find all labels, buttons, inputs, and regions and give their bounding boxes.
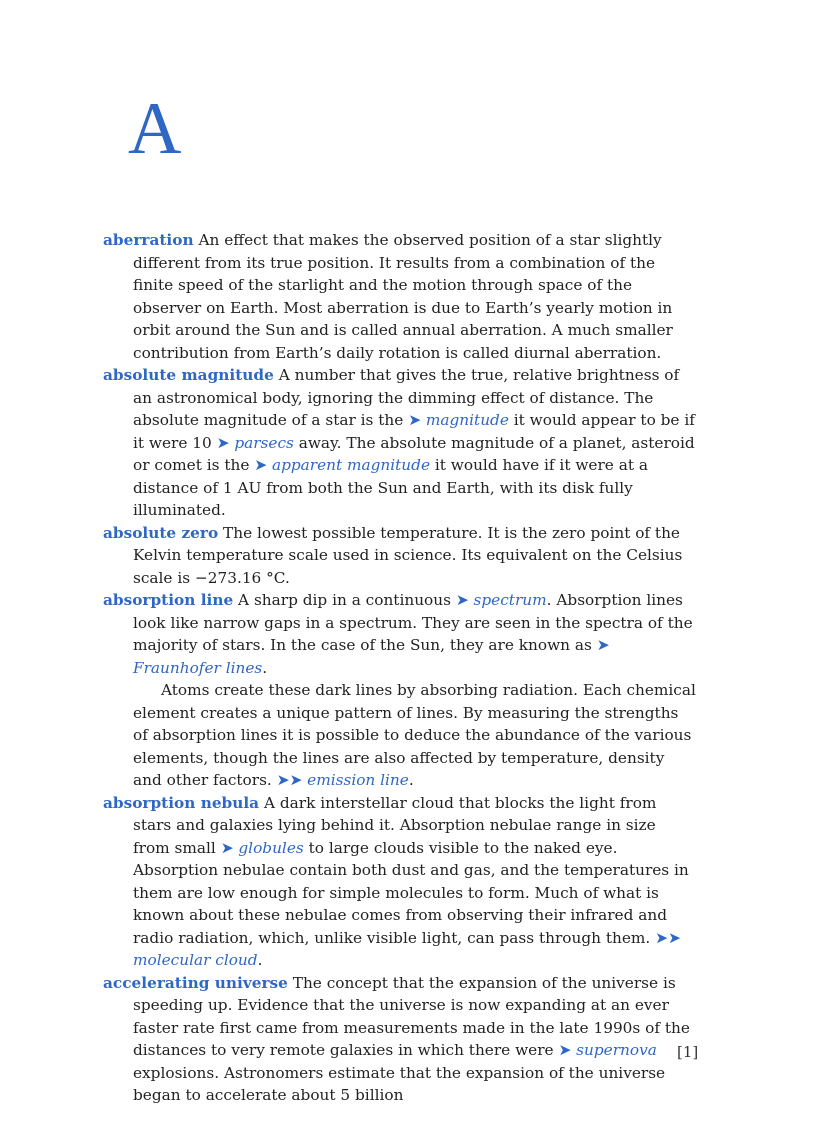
entry-definition: it would have if it were at a distance of 1 AU from both the Sun and Earth, with its disk fully illuminated. — [133, 456, 648, 519]
entry-accelerating-universe — [103, 972, 699, 1107]
cross-reference-link[interactable]: emission line — [307, 771, 409, 789]
entry-term: absolute zero — [103, 523, 219, 542]
entry-definition: . Absorption lines look like narrow gaps in a spectrum. They are seen in the spectra of the majority of stars. In the case of the Sun, they are known as — [133, 591, 693, 654]
entry-term: accelerating universe — [103, 973, 288, 992]
see-also-arrow-icon: ➤➤ — [655, 928, 681, 947]
entry-absolute-magnitude — [103, 364, 696, 522]
cross-reference-link[interactable]: parsecs — [234, 433, 294, 452]
entry-term: absolute magnitude — [103, 366, 274, 384]
entry-definition: . — [262, 658, 268, 677]
entry-definition: The concept that the expansion of the universe is speeding up. Evidence that the universe is now expanding at an ever faster rate first came from measurements made in the late 1990s of the distances to very remote galaxies in which there were — [133, 973, 690, 1059]
entry-term: aberration — [103, 231, 194, 249]
see-also-arrow-icon: ➤➤ — [276, 771, 303, 789]
cross-reference-link[interactable]: globules — [238, 838, 304, 857]
entry-definition: Atoms create these dark lines by absorbing radiation. Each chemical element creates a unique pattern of lines. By measuring the strengths of absorption lines it is possible to deduce the abundance of the various elements, though the lines are also affected by temperature, density and other factors. — [133, 681, 696, 789]
entry-definition: explosions. Astronomers estimate that the expansion of the universe began to accelerate about 5 billion — [133, 1063, 666, 1104]
entry-definition: it would appear to be if it were 10 — [133, 411, 695, 452]
entry-definition: to large clouds visible to the naked eye. Absorption nebulae contain both dust and gas, and the temperatures in them are low enough for simple molecules to form. Much of what is known about these nebulae comes from observing their infrared and radio radiation, which, unlike visible light, can pass through them. — [133, 838, 689, 947]
cross-reference-arrow-icon: ➤ — [558, 1041, 572, 1059]
entry-definition: A dark interstellar cloud that blocks the light from stars and galaxies lying behind it. Absorption nebulae range in size from small — [133, 793, 657, 857]
entry-definition: away. The absolute magnitude of a planet, asteroid or comet is the — [133, 433, 695, 474]
cross-reference-arrow-icon: ➤ — [254, 456, 268, 474]
entry-term: absorption line — [103, 591, 234, 609]
cross-reference-link[interactable]: supernova — [576, 1041, 657, 1059]
cross-reference-link[interactable]: spectrum — [473, 591, 547, 609]
entry-absorption-line — [103, 589, 696, 792]
entry-definition: An effect that makes the observed position of a star slightly different from its true position. It results from a combination of the finite speed of the starlight and the motion through space of the observer on Earth. Most aberration is due to Earth’s yearly motion in orbit around the Sun and is called annual aberration. A much smaller contribution from Earth’s daily rotation is called diurnal aberration. — [133, 231, 673, 362]
entry-second-paragraph — [133, 679, 696, 792]
entry-definition: The lowest possible temperature. It is the zero point of the Kelvin temperature scale used in science. Its equivalent on the Celsius scale is −273.16 °C. — [133, 523, 683, 587]
section-letter: A — [128, 88, 182, 170]
entry-absolute-zero — [103, 522, 696, 590]
entry-term: absorption nebula — [103, 793, 260, 812]
cross-reference-link[interactable]: molecular cloud — [133, 951, 258, 969]
cross-reference-link[interactable]: magnitude — [425, 411, 509, 429]
cross-reference-arrow-icon: ➤ — [216, 433, 230, 452]
cross-reference-link[interactable]: apparent magnitude — [271, 456, 431, 474]
entry-definition: . — [408, 771, 414, 789]
entry-definition: A sharp dip in a continuous — [233, 591, 456, 609]
cross-reference-arrow-icon: ➤ — [220, 838, 234, 857]
cross-reference-arrow-icon: ➤ — [596, 636, 610, 654]
entry-list — [103, 229, 699, 1107]
cross-reference-link[interactable]: Fraunhofer lines — [133, 658, 263, 677]
entry-aberration — [103, 229, 696, 364]
entry-definition: . — [257, 951, 263, 969]
cross-reference-arrow-icon: ➤ — [408, 411, 422, 429]
cross-reference-arrow-icon: ➤ — [455, 591, 469, 609]
page-number: [1] — [677, 1043, 699, 1061]
entry-absorption-nebula — [103, 792, 696, 972]
entry-definition: A number that gives the true, relative brightness of an astronomical body, ignoring the dimming effect of distance. The absolute magnitude of a star is the — [133, 366, 680, 429]
